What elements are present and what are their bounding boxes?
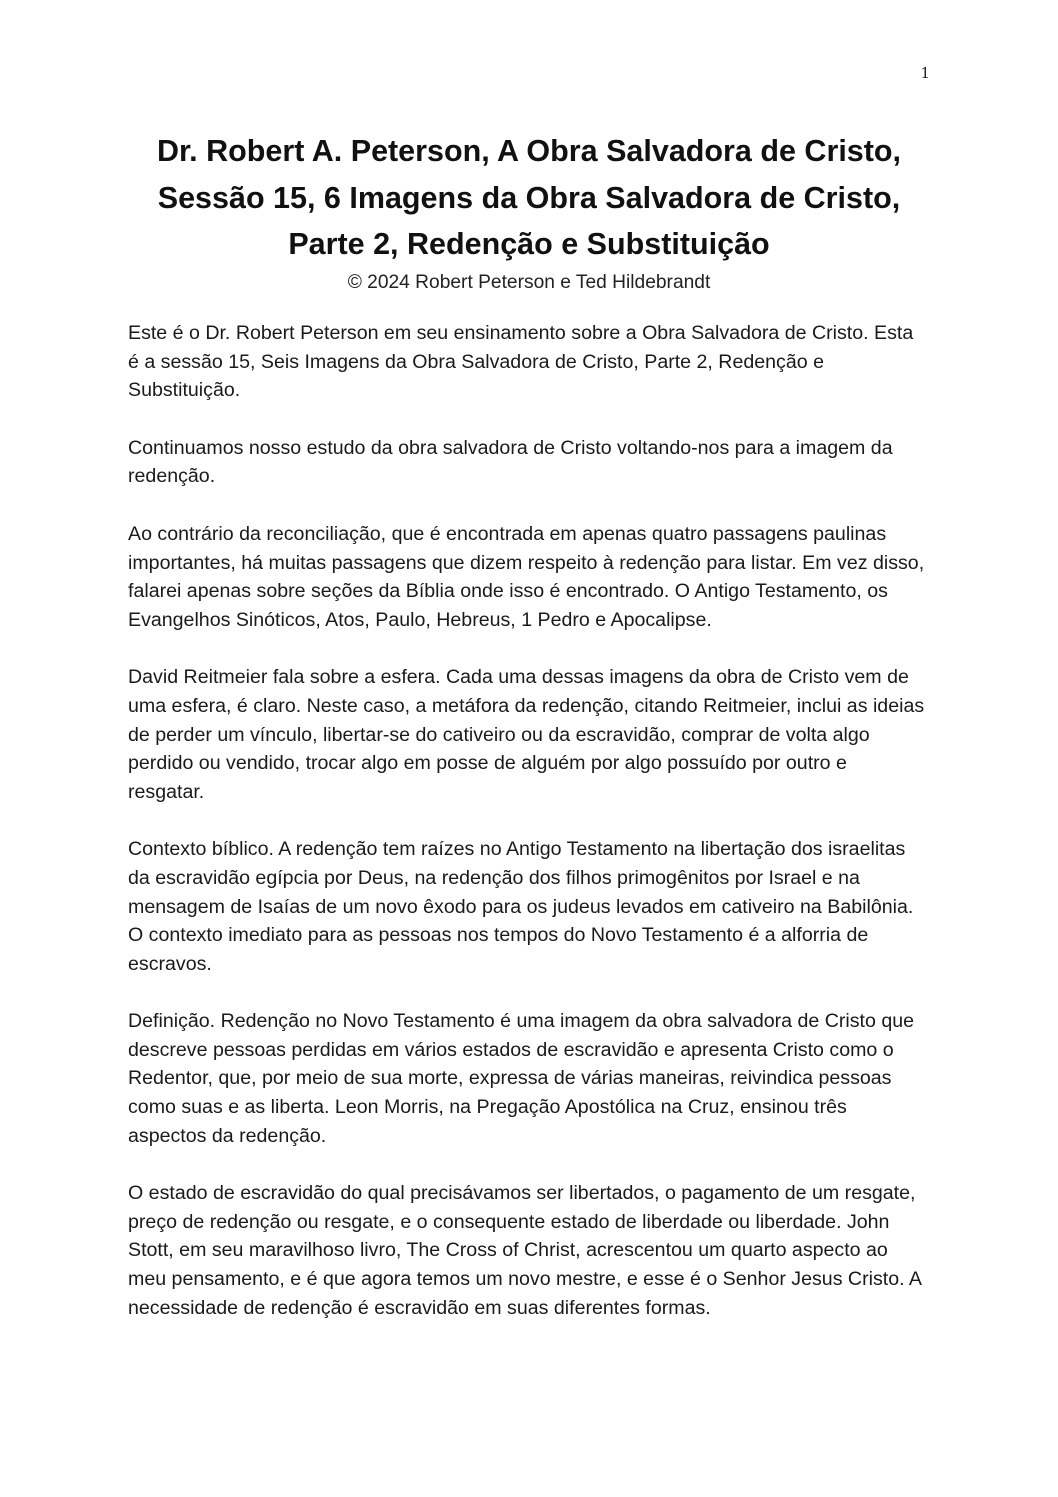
paragraph-intro: Este é o Dr. Robert Peterson em seu ensinamento sobre a Obra Salvadora de Cristo. Esta é a sessão 15, Seis Imagens da Obra Salvadora de Cristo, Parte 2, Redenção e Substituição. <box>128 322 914 402</box>
paragraph-aspects: O estado de escravidão do qual precisávamos ser libertados, o pagamento de um resgate, preço de redenção ou resgate, e o consequente estado de liberdade ou liberdade. John Stott, em seu maravilhoso livro, The Cross of Christ, acrescentou um quarto aspecto ao meu pensamento, e é que agora temos um novo mestre, e esse é o Senhor Jesus Cristo. A necessidade de redenção é escravidão em suas diferentes formas. <box>128 1182 921 1319</box>
paragraph-sphere: David Reitmeier fala sobre a esfera. Cada uma dessas imagens da obra de Cristo vem de uma esfera, é claro. Neste caso, a metáfora da redenção, citando Reitmeier, inclui as ideias de perder um vínculo, libertar-se do cativeiro ou da escravidão, comprar de volta algo perdido ou vendido, trocar algo em posse de alguém por algo possuído por outro e resgatar. <box>128 666 925 803</box>
title-line: Parte 2, Redenção e Substituição <box>288 227 770 261</box>
title-line: Sessão 15, 6 Imagens da Obra Salvadora de Cristo, <box>157 180 901 215</box>
paragraph-continuation: Continuamos nosso estudo da obra salvadora de Cristo voltando-nos para a imagem da redenção. <box>128 436 893 488</box>
paragraph-passages: Ao contrário da reconciliação, que é encontrada em apenas quatro passagens paulinas importantes, há muitas passagens que dizem respeito à redenção para listar. Em vez disso, falarei apenas sobre seções da Bíblia onde isso é encontrado. O Antigo Testamento, os Evangelhos Sinóticos, Atos, Paulo, Hebreus, 1 Pedro e Apocalipse. <box>128 522 925 631</box>
document-title <box>128 128 930 268</box>
page-number: 1 <box>920 64 930 82</box>
paragraph-definition: Definição. Redenção no Novo Testamento é uma imagem da obra salvadora de Cristo que descreve pessoas perdidas em vários estados de escravidão e apresenta Cristo como o Redentor, que, por meio de sua morte, expressa de várias maneiras, reivindica pessoas como suas e as liberta. Leon Morris, na Pregação Apostólica na Cruz, ensinou três aspectos da redenção. <box>128 1010 915 1147</box>
document-header <box>128 128 930 295</box>
document-body <box>128 319 928 1351</box>
title-line: Dr. Robert A. Peterson, A Obra Salvadora de Cristo, <box>156 134 902 168</box>
copyright-notice: © 2024 Robert Peterson e Ted Hildebrandt <box>347 271 711 293</box>
paragraph-biblical-context: Contexto bíblico. A redenção tem raízes no Antigo Testamento na libertação dos israelitas da escravidão egípcia por Deus, na redenção dos filhos primogênitos por Israel e na mensagem de Isaías de um novo êxodo para os judeus levados em cativeiro na Babilônia. O contexto imediato para as pessoas nos tempos do Novo Testamento é a alforria de escravos. <box>128 838 914 975</box>
